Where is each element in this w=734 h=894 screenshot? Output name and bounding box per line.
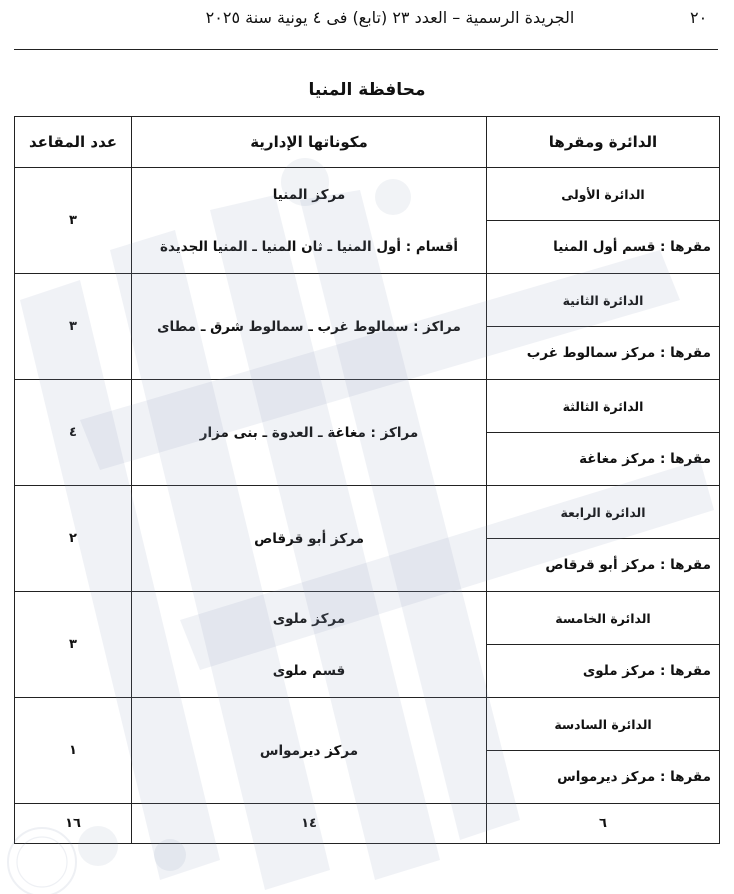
total-components: ١٤ (132, 804, 487, 844)
component-line: قسم ملوى (272, 662, 346, 679)
table-row (15, 486, 720, 539)
district-seat: مقرها : مركز ملوى (487, 645, 720, 698)
components-cell (132, 486, 487, 592)
components-cell (132, 380, 487, 486)
column-header-components: مكوناتها الإدارية (132, 117, 487, 168)
gazette-title: الجريدة الرسمية – العدد ٢٣ (تابع) فى ٤ يونية سنة ٢٠٢٥ (205, 8, 575, 27)
total-districts: ٦ (487, 804, 720, 844)
district-name: الدائرة السادسة (487, 698, 720, 751)
components-cell (132, 698, 487, 804)
totals-row (15, 804, 720, 844)
section-title: محافظة المنيا (308, 80, 426, 100)
seats-count: ٣ (15, 592, 132, 698)
district-name: الدائرة الثانية (487, 274, 720, 327)
seal-outline-inner (17, 837, 67, 887)
table-row (15, 274, 720, 327)
page-number: ٢٠ (690, 8, 708, 27)
components-cell (132, 168, 487, 274)
seats-count: ٣ (15, 168, 132, 274)
district-name: الدائرة الثالثة (487, 380, 720, 433)
header-divider (14, 49, 718, 50)
seats-count: ٢ (15, 486, 132, 592)
table-row (15, 698, 720, 751)
seats-count: ٣ (15, 274, 132, 380)
component-line: مركز أبو قرقاص (254, 530, 364, 547)
column-header-seats: عدد المقاعد (15, 117, 132, 168)
component-line: مراكز : مغاغة ـ العدوة ـ بنى مزار (199, 424, 419, 441)
component-line: مراكز : سمالوط غرب ـ سمالوط شرق ـ مطاى (157, 318, 461, 335)
district-seat: مقرها : قسم أول المنيا (487, 221, 720, 274)
district-seat: مقرها : مركز سمالوط غرب (487, 327, 720, 380)
component-line: مركز ملوى (272, 610, 346, 627)
district-seat: مقرها : مركز ديرمواس (487, 751, 720, 804)
component-line: مركز ديرمواس (259, 742, 359, 759)
districts-table (14, 116, 720, 844)
district-seat: مقرها : مركز أبو قرقاص (487, 539, 720, 592)
district-seat: مقرها : مركز مغاغة (487, 433, 720, 486)
table-row (15, 592, 720, 645)
district-name: الدائرة الرابعة (487, 486, 720, 539)
components-cell (132, 592, 487, 698)
component-line: أقسام : أول المنيا ـ ثان المنيا ـ المنيا الجديدة (159, 238, 459, 255)
total-seats: ١٦ (15, 804, 132, 844)
column-header-district: الدائرة ومقرها (487, 117, 720, 168)
seats-count: ٤ (15, 380, 132, 486)
page-header (0, 0, 734, 52)
table-row (15, 380, 720, 433)
district-name: الدائرة الخامسة (487, 592, 720, 645)
district-name: الدائرة الأولى (487, 168, 720, 221)
components-cell (132, 274, 487, 380)
component-line: مركز المنيا (272, 186, 346, 203)
table-header-row (15, 117, 720, 168)
table-row (15, 168, 720, 221)
seats-count: ١ (15, 698, 132, 804)
